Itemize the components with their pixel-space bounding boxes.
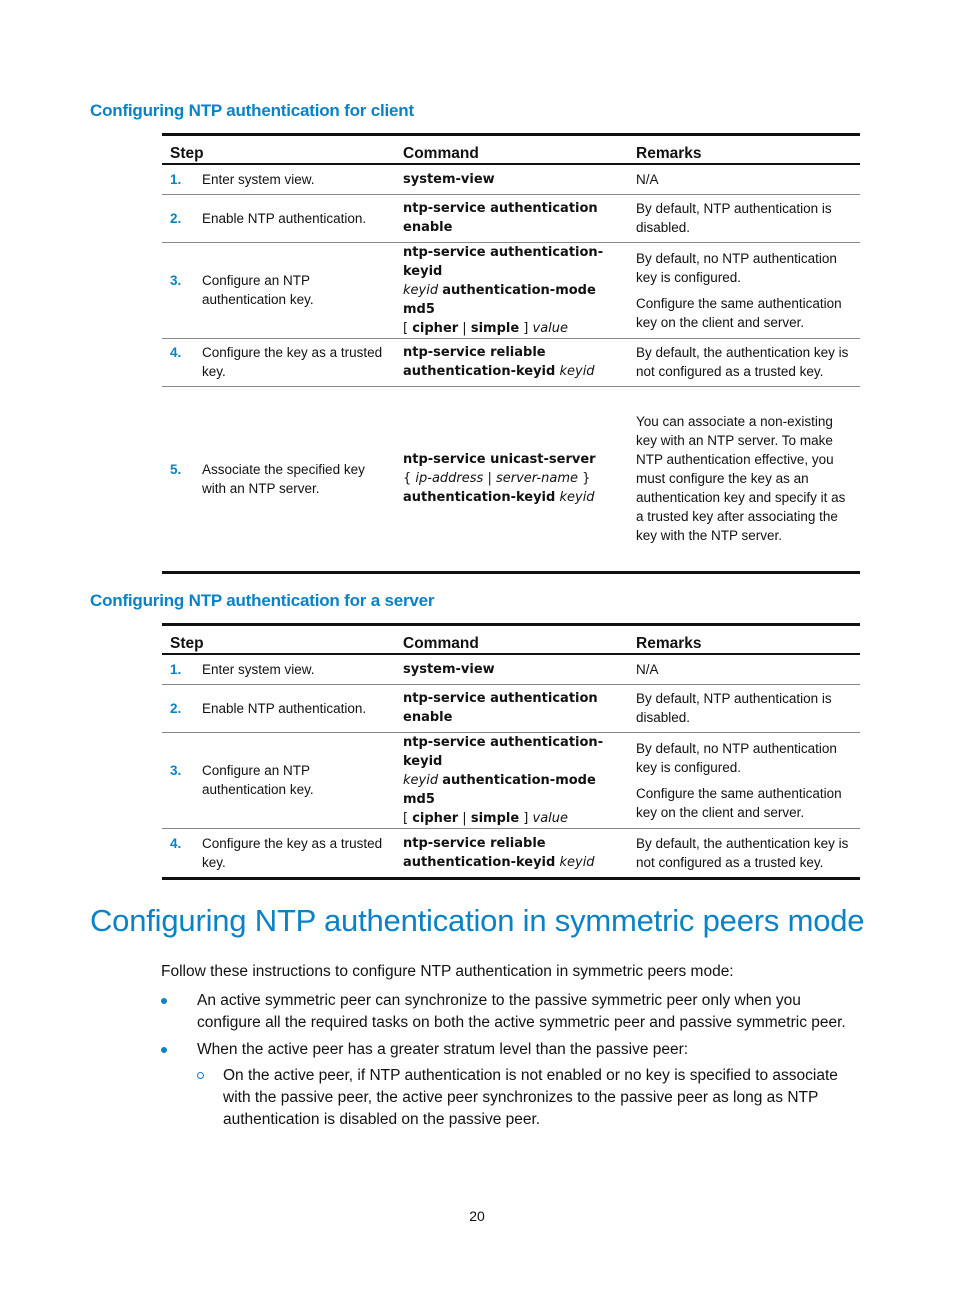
list-item — [161, 990, 866, 1034]
intro-text: Follow these instructions to configure NTP authentication in symmetric peers mode: — [161, 963, 734, 980]
header-step: Step — [162, 625, 395, 655]
remarks-cell — [628, 732, 860, 828]
command-argument: keyid — [559, 490, 595, 505]
command-keyword: authentication-mode md5 — [403, 282, 596, 317]
table-row — [162, 684, 860, 732]
step-text: Enter system view. — [202, 661, 315, 677]
command-cell — [395, 338, 628, 386]
remarks-cell — [628, 684, 860, 732]
command-argument: ip-address — [415, 471, 484, 486]
command-syntax: [ — [403, 320, 413, 336]
step-number: 4. — [170, 345, 182, 360]
step-text: Enable NTP authentication. — [202, 700, 367, 716]
command-keyword: cipher — [412, 320, 459, 336]
section-title-server: Configuring NTP authentication for a server — [90, 591, 435, 610]
table-row — [162, 194, 860, 242]
command-argument: keyid — [403, 282, 439, 298]
command-cell — [395, 654, 628, 684]
command-cell — [395, 684, 628, 732]
remark-text: N/A — [636, 171, 659, 187]
header-step: Step — [162, 135, 395, 165]
command-keyword: system-view — [403, 661, 495, 677]
remarks-cell — [628, 828, 860, 878]
command-keyword: system-view — [403, 171, 495, 187]
table-row — [162, 654, 860, 684]
step-cell — [162, 386, 395, 572]
command-keyword: simple — [470, 810, 520, 826]
page-heading: Configuring NTP authentication in symmetric peers mode — [90, 903, 865, 938]
step-text: Configure an NTP authentication key. — [202, 273, 314, 307]
client-steps-table — [162, 133, 860, 574]
command-keyword: ntp-service authentication-keyid — [403, 734, 604, 769]
command-argument: keyid — [403, 772, 439, 788]
step-number: 5. — [170, 461, 182, 477]
step-number: 2. — [170, 210, 182, 226]
table-row — [162, 242, 860, 338]
bullet-list — [161, 990, 866, 1136]
step-number: 4. — [170, 835, 182, 851]
remarks-cell — [628, 654, 860, 684]
command-keyword: ntp-service reliable — [403, 345, 546, 360]
command-cell — [395, 828, 628, 878]
command-keyword: authentication-keyid — [403, 364, 556, 379]
sub-list — [197, 1065, 866, 1131]
step-cell — [162, 338, 395, 386]
command-keyword: ntp-service unicast-server — [403, 452, 596, 467]
remarks-cell — [628, 194, 860, 242]
page-number: 20 — [469, 1208, 485, 1224]
remark-text: By default, the authentication key is not configured as a trusted key. — [636, 835, 849, 870]
step-number: 1. — [170, 171, 182, 187]
table-row — [162, 386, 860, 572]
command-cell — [395, 194, 628, 242]
remarks-cell — [628, 164, 860, 194]
table-row — [162, 338, 860, 386]
command-keyword: ntp-service authentication enable — [403, 201, 598, 235]
command-argument: server-name — [495, 471, 578, 486]
remark-text: By default, no NTP authentication key is configured. — [636, 250, 837, 285]
header-command: Command — [395, 625, 628, 655]
remarks-cell — [628, 338, 860, 386]
remark-text: By default, NTP authentication is disabled. — [636, 201, 832, 235]
command-argument: value — [532, 810, 569, 826]
step-cell — [162, 654, 395, 684]
command-cell — [395, 242, 628, 338]
step-cell — [162, 242, 395, 338]
sub-bullet-text: On the active peer, if NTP authentication is not enabled or no key is specified to associate with the passive peer, the active peer synchronizes to the passive peer as long as NTP authentication is disabled on the passive peer. — [223, 1067, 838, 1128]
command-keyword: ntp-service reliable — [403, 835, 546, 851]
step-text: Enable NTP authentication. — [202, 210, 367, 226]
command-syntax: | — [483, 471, 496, 486]
bullet-circle-icon — [197, 1072, 204, 1079]
step-cell — [162, 732, 395, 828]
command-cell — [395, 386, 628, 572]
command-syntax: | — [458, 320, 471, 336]
step-text: Configure the key as a trusted key. — [202, 345, 383, 379]
step-cell — [162, 164, 395, 194]
step-number: 3. — [170, 273, 182, 288]
command-argument: keyid — [559, 854, 595, 870]
remark-text: By default, no NTP authentication key is configured. — [636, 740, 837, 775]
remarks-cell — [628, 386, 860, 572]
bullet-text: An active symmetric peer can synchronize to the passive symmetric peer only when you configure all the required tasks on both the active symmetric peer and passive symmetric peer. — [197, 992, 846, 1031]
header-remarks: Remarks — [628, 625, 860, 655]
step-number: 2. — [170, 700, 182, 716]
step-text: Associate the specified key with an NTP server. — [202, 461, 365, 496]
table-row — [162, 732, 860, 828]
command-cell — [395, 164, 628, 194]
remark-text: You can associate a non-existing key with an NTP server. To make NTP authentication effective, you must configure the key as an authentication key and specify it as a trusted key after associating the key with the NTP server. — [636, 414, 846, 543]
command-keyword: simple — [470, 320, 520, 336]
command-syntax: | — [458, 810, 471, 826]
table-row — [162, 164, 860, 194]
command-argument: keyid — [559, 364, 595, 379]
remark-text: Configure the same authentication key on the client and server. — [636, 295, 842, 330]
step-number: 1. — [170, 661, 182, 677]
step-number: 3. — [170, 763, 182, 778]
step-cell — [162, 194, 395, 242]
command-argument: value — [532, 320, 569, 336]
command-cell — [395, 732, 628, 828]
command-keyword: ntp-service authentication enable — [403, 691, 598, 725]
command-keyword: ntp-service authentication-keyid — [403, 244, 604, 279]
command-keyword: authentication-keyid — [403, 854, 556, 870]
command-keyword: authentication-mode md5 — [403, 772, 596, 807]
remark-text: By default, the authentication key is not configured as a trusted key. — [636, 345, 849, 379]
remark-text: N/A — [636, 661, 659, 677]
server-steps-table — [162, 623, 860, 880]
bullet-text: When the active peer has a greater stratum level than the passive peer: — [197, 1041, 689, 1058]
header-remarks: Remarks — [628, 135, 860, 165]
sub-list-item — [197, 1065, 866, 1131]
table-row — [162, 828, 860, 878]
remark-text: Configure the same authentication key on the client and server. — [636, 785, 842, 820]
command-syntax: [ — [403, 810, 413, 826]
step-cell — [162, 828, 395, 878]
step-text: Enter system view. — [202, 171, 315, 187]
command-keyword: cipher — [412, 810, 459, 826]
step-text: Configure an NTP authentication key. — [202, 763, 314, 797]
step-text: Configure the key as a trusted key. — [202, 835, 383, 870]
command-syntax: ] — [519, 810, 533, 826]
command-syntax: ] — [519, 320, 533, 336]
command-syntax: } — [577, 471, 591, 486]
command-keyword: authentication-keyid — [403, 490, 556, 505]
header-command: Command — [395, 135, 628, 165]
list-item — [161, 1039, 866, 1131]
section-title-client: Configuring NTP authentication for client — [90, 101, 414, 120]
bullet-dot-icon — [161, 1047, 167, 1053]
bullet-dot-icon — [161, 998, 167, 1004]
remark-text: By default, NTP authentication is disabled. — [636, 691, 832, 725]
step-cell — [162, 684, 395, 732]
command-syntax: { — [403, 471, 416, 486]
remarks-cell — [628, 242, 860, 338]
